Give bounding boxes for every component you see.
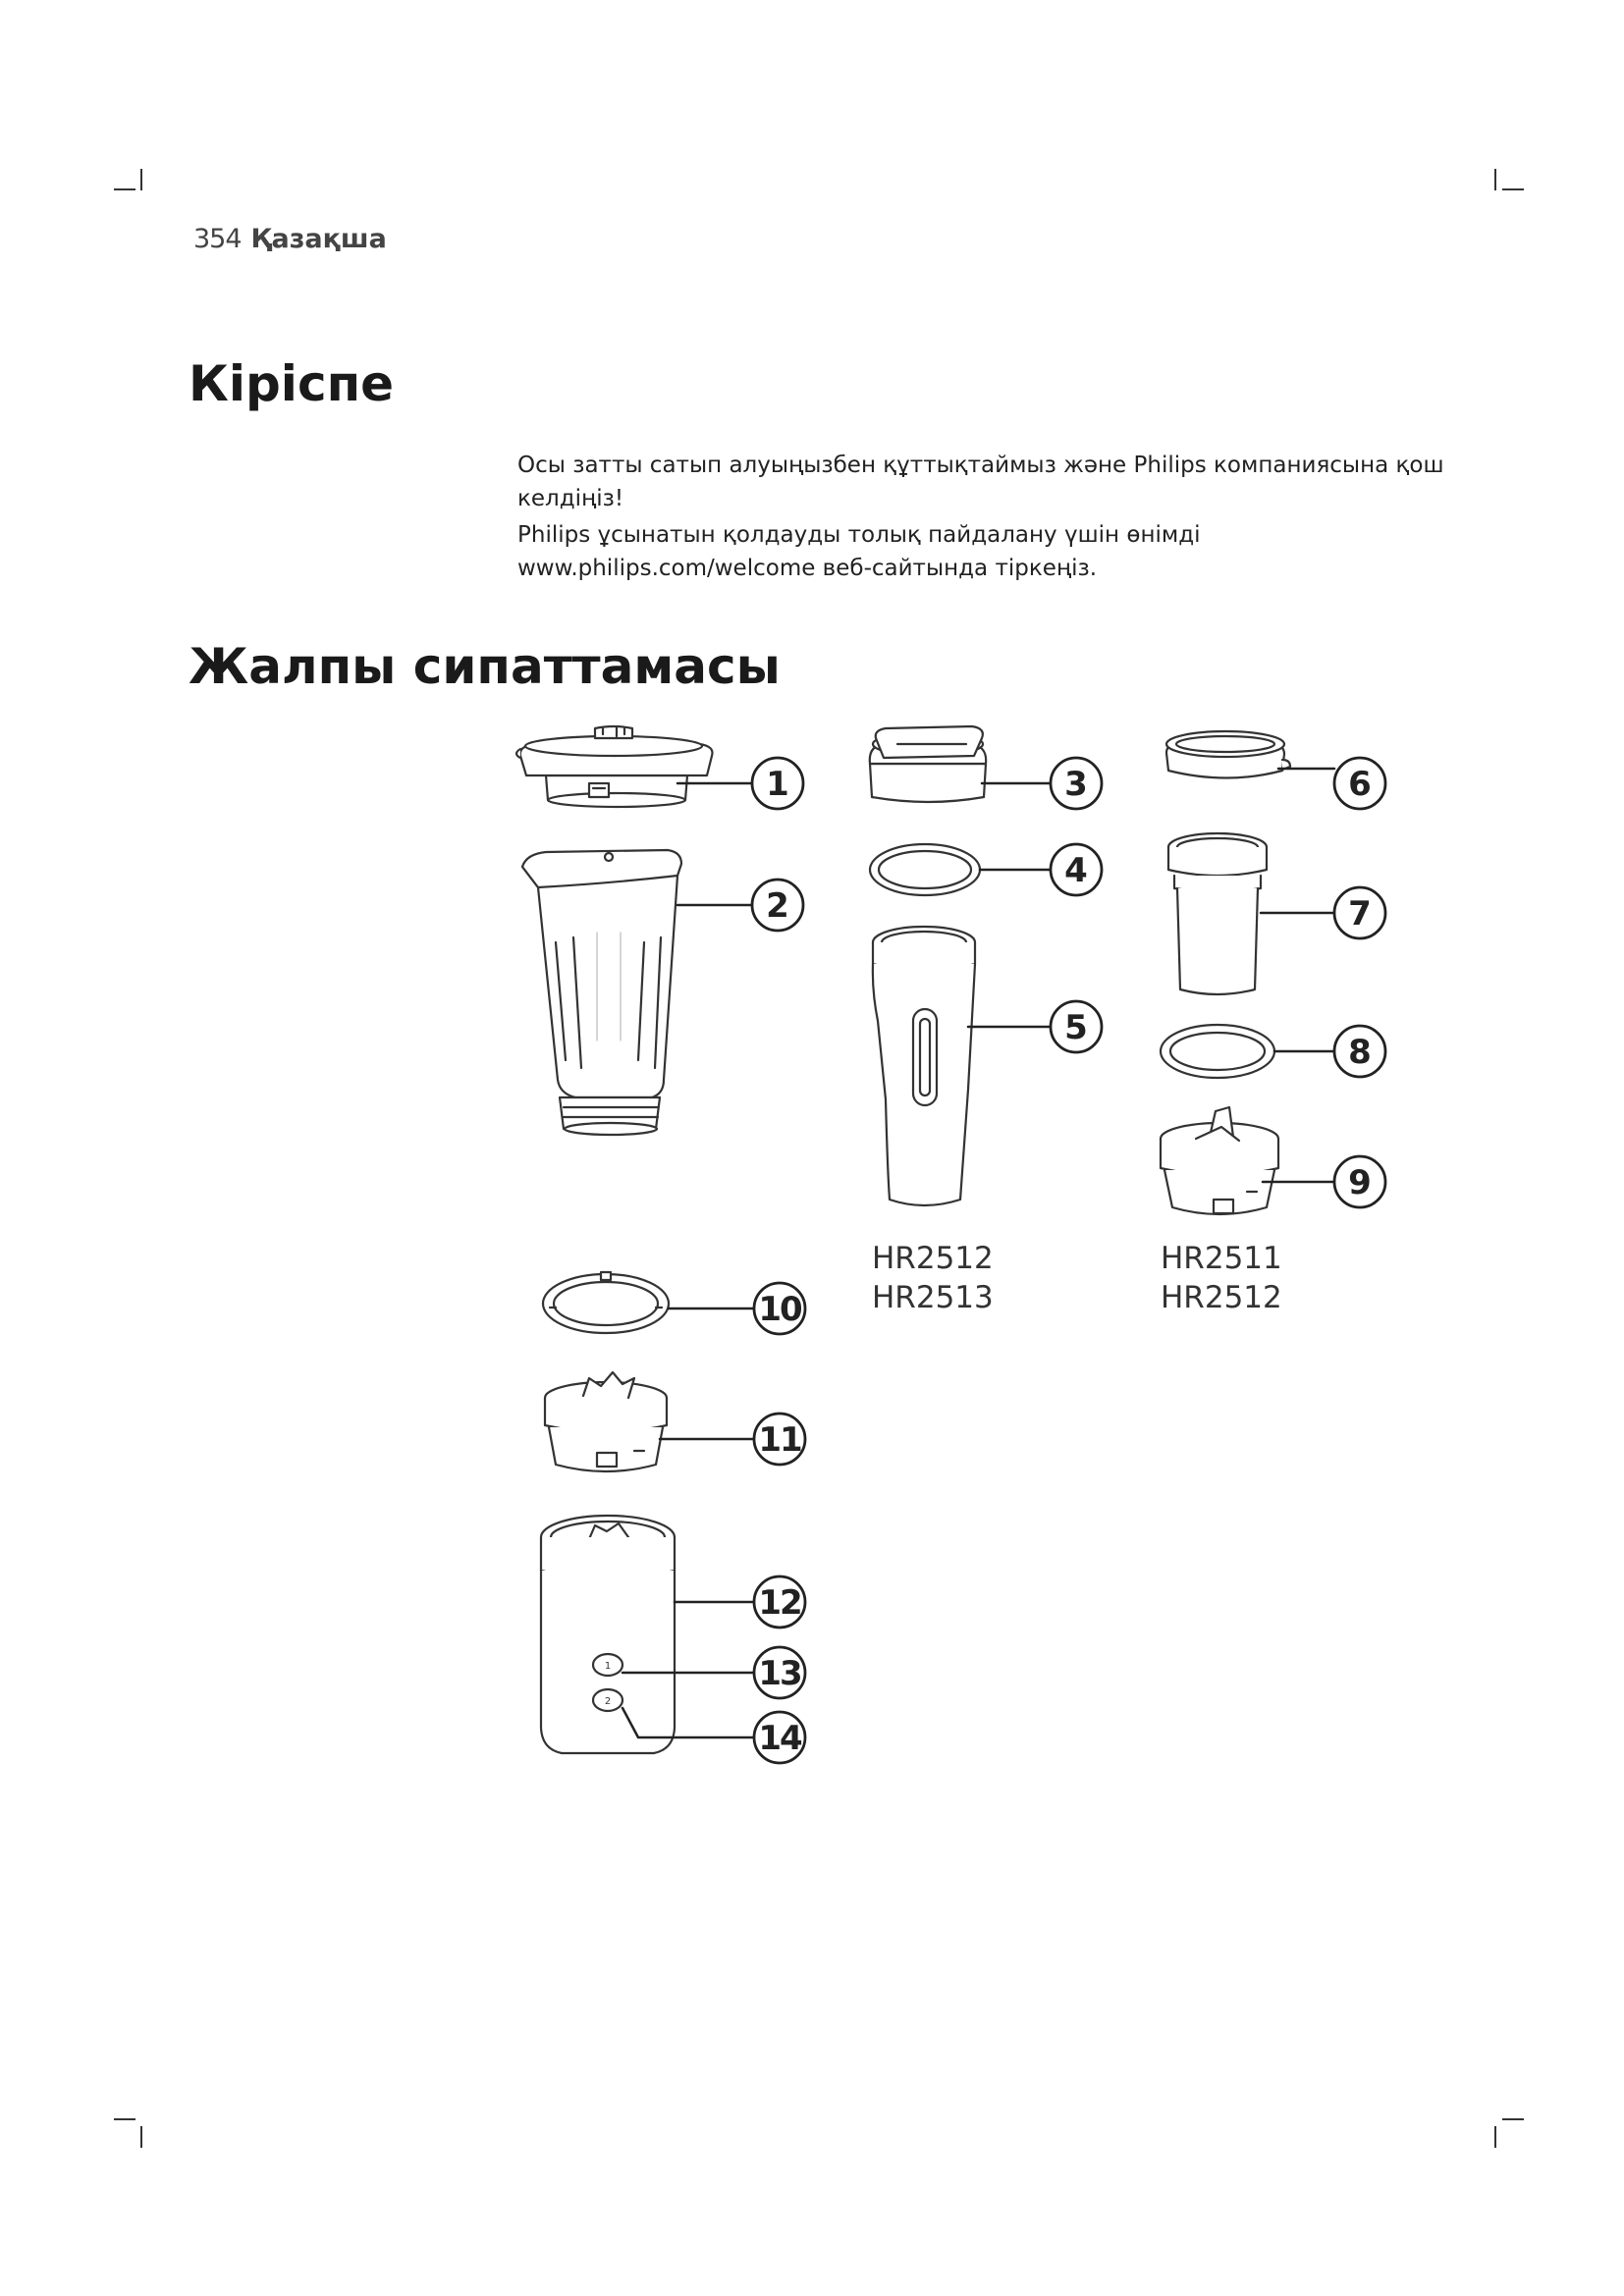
- small-lid-part: [1166, 731, 1290, 778]
- callout-number-2: 2: [766, 886, 789, 926]
- callout-number-10: 10: [758, 1290, 801, 1329]
- page-number: 354: [193, 224, 242, 254]
- blender-jar-part: [522, 850, 681, 1135]
- sealing-ring-part-4: [870, 844, 980, 895]
- motor-unit-part: [541, 1516, 675, 1753]
- callout-number-5: 5: [1064, 1008, 1088, 1047]
- general-description-heading: Жалпы сипаттамасы: [189, 638, 781, 695]
- callout-number-8: 8: [1348, 1033, 1372, 1072]
- sealing-ring-part-10: [543, 1272, 669, 1333]
- callout-number-12: 12: [758, 1583, 801, 1623]
- callout-number-1: 1: [766, 765, 789, 804]
- model-label-hr2511: HR2511: [1161, 1241, 1282, 1276]
- small-blade-unit-part: [1161, 1107, 1278, 1214]
- blade-unit-part: [545, 1372, 667, 1471]
- callout-circles: [752, 758, 1385, 1763]
- callout-number-9: 9: [1348, 1163, 1372, 1202]
- sealing-ring-part-8: [1161, 1025, 1274, 1078]
- page-language: Қазақша: [250, 224, 387, 254]
- model-label-hr2512-a: HR2512: [872, 1241, 994, 1276]
- tall-bottle-part: [873, 927, 975, 1205]
- callout-number-4: 4: [1064, 851, 1088, 890]
- model-label-hr2512-b: HR2512: [1161, 1280, 1282, 1315]
- flip-lid-part: [870, 726, 986, 802]
- callout-number-6: 6: [1348, 765, 1372, 804]
- intro-paragraph-1: Осы затты сатып алуыңызбен құттықтаймыз және Philips компаниясына қош келдіңіз!: [517, 453, 1444, 511]
- callout-number-7: 7: [1348, 894, 1372, 934]
- model-label-hr2513: HR2513: [872, 1280, 994, 1315]
- callout-number-11: 11: [758, 1420, 801, 1460]
- callout-number-14: 14: [758, 1719, 801, 1758]
- jar-lid-part: [516, 726, 712, 807]
- intro-heading: Кіріспе: [189, 355, 395, 412]
- small-cup-part: [1168, 833, 1267, 994]
- speed-2-mark: 2: [604, 1696, 612, 1707]
- callout-number-3: 3: [1064, 765, 1088, 804]
- intro-paragraph-2: Philips ұсынатын қолдауды толық пайдалану үшін өнімді www.philips.com/welcome веб-сайтында тіркеңіз.: [517, 522, 1201, 581]
- callout-number-13: 13: [758, 1654, 801, 1693]
- speed-1-mark: 1: [604, 1661, 612, 1672]
